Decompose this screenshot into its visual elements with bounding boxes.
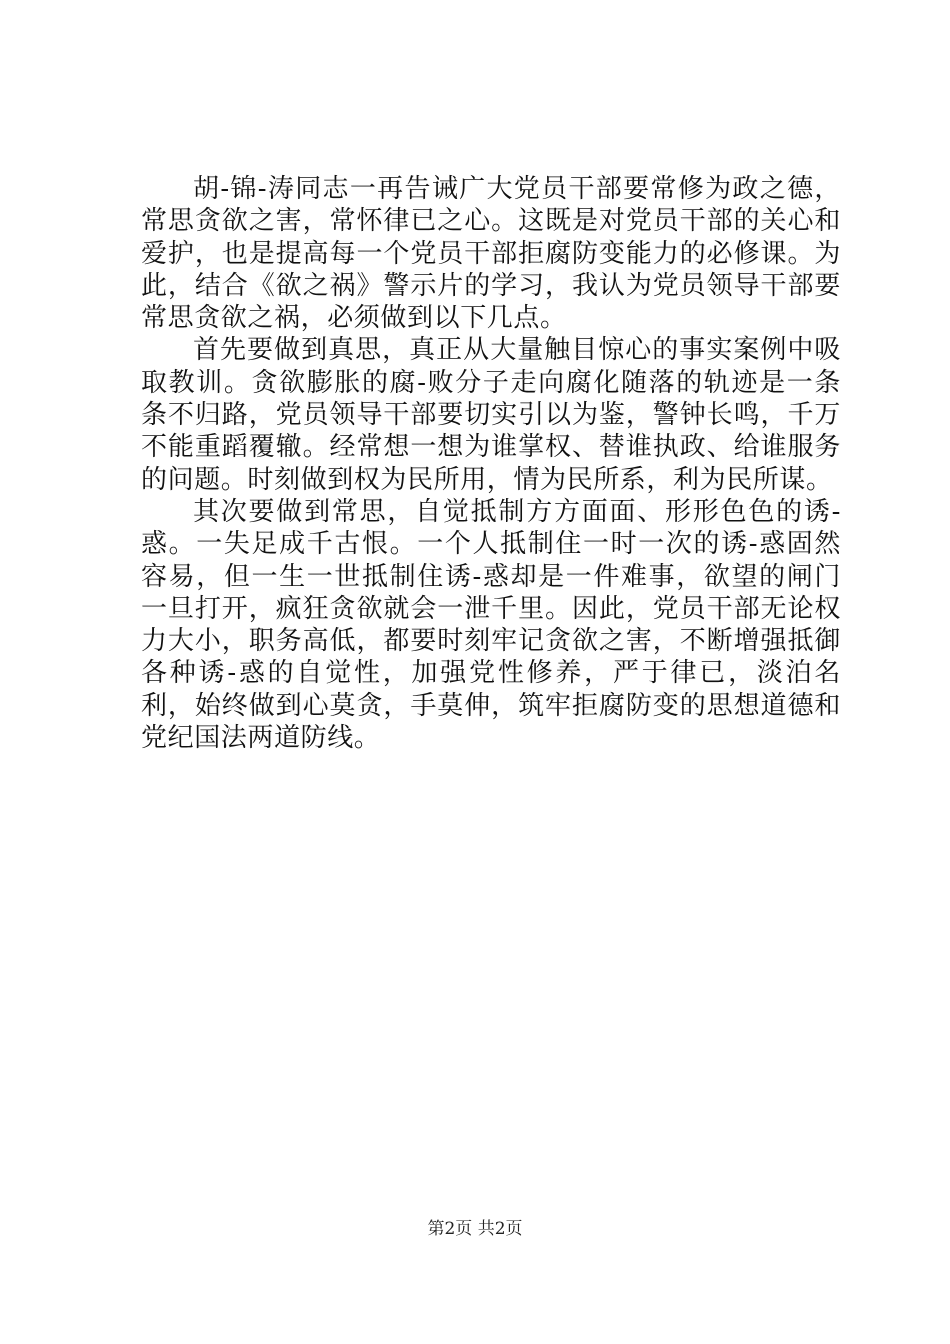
paragraph-3: 其次要做到常思，自觉抵制方方面面、形形色色的诱-惑。一失足成千古恨。一个人抵制住一时一次的诱-惑固然容易，但一生一世抵制住诱-惑却是一件难事，欲望的闸门一旦打开，疯狂贪欲就会一泄千里。因此，党员干部无论权力大小，职务高低，都要时刻牢记贪欲之害，不断增强抵御各种诱-惑的自觉性，加强党性修养，严于律已，淡泊名利，始终做到心莫贪，手莫伸，筑牢拒腐防变的思想道德和党纪国法两道防线。 (141, 496, 841, 754)
paragraph-1: 胡-锦-涛同志一再告诫广大党员干部要常修为政之德，常思贪欲之害，常怀律已之心。这既是对党员干部的关心和爱护，也是提高每一个党员干部拒腐防变能力的必修课。为此，结合《欲之祸》警示片的学习，我认为党员领导干部要常思贪欲之祸，必须做到以下几点。 (141, 174, 841, 334)
paragraph-2: 首先要做到真思，真正从大量触目惊心的事实案例中吸取教训。贪欲膨胀的腐-败分子走向腐化随落的轨迹是一条条不归路，党员领导干部要切实引以为鉴，警钟长鸣，千万不能重蹈覆辙。经常想一想为谁掌权、替谁执政、给谁服务的问题。时刻做到权为民所用，情为民所系，利为民所谋。 (141, 335, 841, 495)
page-number-label: 第2页 共2页 (427, 1219, 523, 1239)
document-body (141, 173, 841, 754)
page-footer (0, 1218, 950, 1240)
